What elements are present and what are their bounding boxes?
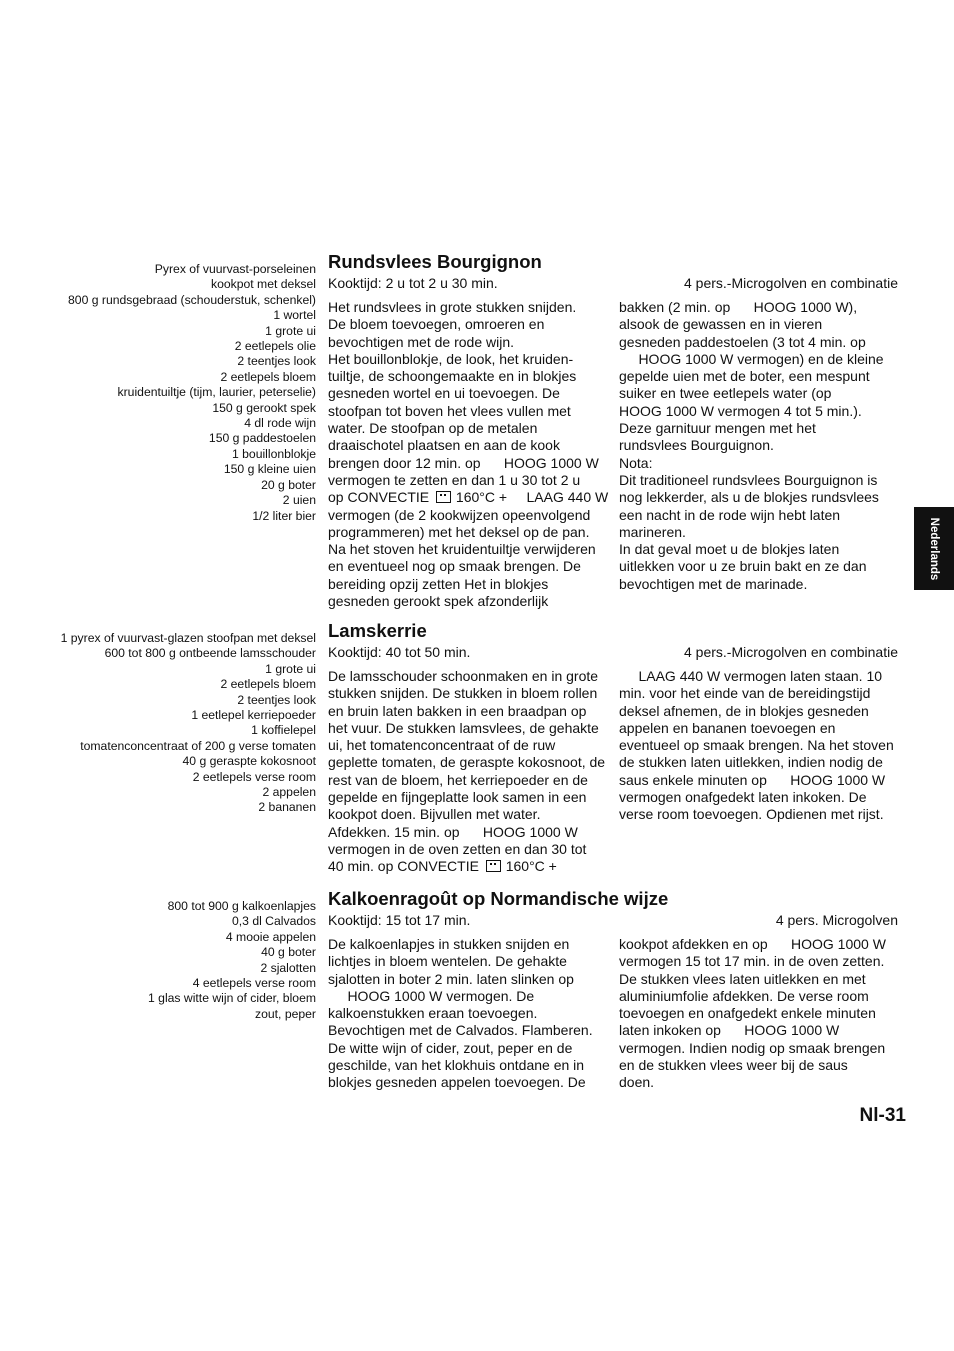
instruction-line: kalkoenstukken eraan toevoegen. xyxy=(328,1005,538,1022)
ingredient-line: 4 eetlepels verse room xyxy=(192,976,316,991)
ingredient-line: 2 teentjes look xyxy=(237,354,316,369)
instructions-column-2 xyxy=(619,936,899,1092)
ingredient-line: 1 bouillonblokje xyxy=(231,446,316,461)
servings: 4 pers.-Microgolven en combinatie xyxy=(684,644,898,660)
instruction-line: rest van de bloem, het kerriepoeder en de xyxy=(328,771,588,788)
cooking-time: Kooktijd: 2 u tot 2 u 30 min. xyxy=(328,275,498,291)
ingredient-line: 1 grote ui xyxy=(265,323,316,338)
instruction-line: De bloem toevoegen, omroeren en xyxy=(328,316,545,333)
ingredient-line: 2 teentjes look xyxy=(237,692,316,707)
instruction-line: uitlekken voor u ze bruin bakt en ze dan xyxy=(619,558,867,575)
ingredient-line: 800 tot 900 g kalkoenlapjes xyxy=(167,899,316,913)
instruction-line: Afdekken. 15 min. op HOOG 1000 W xyxy=(328,823,578,840)
instruction-line: In dat geval moet u de blokjes laten xyxy=(619,541,840,558)
ingredient-line: 150 g gerookt spek xyxy=(212,400,316,415)
instruction-line: HOOG 1000 W vermogen) en de kleine xyxy=(619,350,884,367)
instruction-line: Het bouillonblokje, de look, het kruiden- xyxy=(328,350,574,367)
recipe-title: Kalkoenragoût op Normandische wijze xyxy=(328,888,669,909)
recipe-title: Rundsvlees Bourgignon xyxy=(328,251,542,272)
ingredients-kalkoenragout xyxy=(148,899,316,1022)
instruction-line: kookpot doen. Bijvullen met water. xyxy=(328,806,541,823)
instructions-column-1 xyxy=(328,668,608,876)
instruction-line: LAAG 440 W vermogen laten staan. 10 xyxy=(619,668,883,684)
ingredient-line: 150 g paddestoelen xyxy=(208,431,316,446)
ingredient-line: 600 tot 800 g ontbeende lamsschouder xyxy=(104,646,316,661)
instruction-line: verse room toevoegen. Opdienen met rijst. xyxy=(619,806,884,823)
instructions-column-1 xyxy=(328,936,608,1092)
instruction-line: min. voor het einde van de bereidingstijd xyxy=(619,685,871,702)
instruction-line: deksel afnemen, de in blokjes gesneden xyxy=(619,702,869,719)
instruction-line: stoofpan tot boven het vlees vullen met xyxy=(328,402,571,419)
instruction-line: het vuur. De stukken lamsvlees, de gehakte xyxy=(328,719,599,736)
instruction-line: De lamsschouder schoonmaken en in grote xyxy=(328,668,599,684)
instruction-line: De stukken vlees laten uitlekken en met xyxy=(619,970,866,987)
ingredients-lamskerrie xyxy=(61,631,316,816)
instruction-line: Bevochtigen met de Calvados. Flamberen. xyxy=(328,1022,593,1039)
recipe-title: Lamskerrie xyxy=(328,620,427,641)
instruction-line: bereiding opzij zetten Het in blokjes xyxy=(328,575,549,592)
recipe-lamskerrie xyxy=(328,620,898,875)
ingredient-line: 1 koffielepel xyxy=(251,723,316,738)
instruction-line: bakken (2 min. op HOOG 1000 W), xyxy=(619,299,858,315)
ingredient-line: zout, peper xyxy=(255,1006,316,1021)
instruction-line: op CONVECTIE 160°C + LAAG 440 W xyxy=(328,489,609,506)
convection-icon xyxy=(436,491,451,503)
ingredient-line: 4 mooie appelen xyxy=(225,929,316,944)
instruction-line: gepelde uien met de boter, een mespunt xyxy=(619,368,870,385)
instruction-line: eventueel op smaak brengen. Na het stoven xyxy=(619,737,894,754)
ingredient-line: 150 g kleine uien xyxy=(223,462,316,477)
ingredient-line: 20 g boter xyxy=(261,477,316,492)
servings: 4 pers. Microgolven xyxy=(775,912,898,928)
servings: 4 pers.-Microgolven en combinatie xyxy=(684,275,898,291)
instruction-line: gepelde en fijngeplatte look samen in een xyxy=(328,789,587,806)
instruction-line: saus enkele minuten op HOOG 1000 W xyxy=(619,771,886,788)
ingredient-line: 40 g boter xyxy=(261,945,316,960)
convection-icon xyxy=(486,860,501,872)
instruction-line: gesneden wortel en ui toevoegen. De xyxy=(328,385,560,402)
cooking-time: Kooktijd: 15 tot 17 min. xyxy=(328,912,471,928)
recipe-meta xyxy=(328,642,898,662)
ingredient-line: 2 uien xyxy=(282,493,316,508)
instruction-line: vermogen te zetten en dan 1 u 30 tot 2 u xyxy=(328,471,581,488)
instruction-line: nog lekkerder, als u de blokjes rundsvlees xyxy=(619,489,879,506)
ingredient-line: 2 eetlepels olie xyxy=(234,339,316,354)
instruction-line: sjalotten in boter 2 min. laten slinken op xyxy=(328,970,574,987)
instruction-line: stukken snijden. De stukken in bloem rollen xyxy=(328,685,598,702)
instruction-line: en eventueel nog op smaak brengen. De xyxy=(328,558,581,575)
instruction-line: vermogen 15 tot 17 min. in de oven zetten. xyxy=(619,953,885,970)
instruction-line: marineren. xyxy=(619,523,686,540)
instruction-line: toevoegen en onafgedekt enkele minuten xyxy=(619,1005,876,1022)
instruction-line: doen. xyxy=(619,1074,655,1091)
instruction-line: HOOG 1000 W vermogen 4 tot 5 min.). xyxy=(619,402,862,419)
instruction-line: vermogen onafgedekt laten inkoken. De xyxy=(619,789,867,806)
ingredient-line: 2 sjalotten xyxy=(260,960,316,975)
instructions-column-2 xyxy=(619,299,899,593)
instruction-line: aluminiumfolie afdekken. De verse room xyxy=(619,987,869,1004)
instruction-line: Deze garnituur mengen met het xyxy=(619,420,816,437)
ingredient-line: 1 grote ui xyxy=(265,661,316,676)
recipe-kalkoenragout xyxy=(328,888,898,1091)
instruction-line: blokjes gesneden appelen toevoegen. De xyxy=(328,1074,586,1091)
instruction-line: bevochtigen met de marinade. xyxy=(619,575,808,592)
instruction-line: Het rundsvlees in grote stukken snijden. xyxy=(328,299,577,315)
instruction-line: vermogen (de 2 kookwijzen opeenvolgend xyxy=(328,506,591,523)
instruction-line: ui, het tomatenconcentraat of de ruw xyxy=(328,737,556,754)
language-tab-label: Nederlands xyxy=(928,517,940,580)
instruction-line: tuiltje, de schoongemaakte en in blokjes xyxy=(328,368,577,385)
ingredient-line: 2 eetlepels verse room xyxy=(192,769,316,784)
ingredient-line: 2 bananen xyxy=(258,800,316,815)
instruction-line: een nacht in de rode wijn hebt laten xyxy=(619,506,841,523)
ingredient-line: 1/2 liter bier xyxy=(252,508,316,523)
instruction-line: geplette tomaten, de geraspte kokosnoot, de xyxy=(328,754,606,771)
instruction-line: water. De stoofpan op de metalen xyxy=(328,420,538,437)
instruction-line: 40 min. op CONVECTIE 160°C + xyxy=(328,858,557,875)
ingredient-line: 0,3 dl Calvados xyxy=(231,914,316,929)
ingredient-line: 2 appelen xyxy=(262,785,316,800)
instruction-line: vermogen. Indien nodig op smaak brengen xyxy=(619,1039,886,1056)
instruction-line: gesneden paddestoelen (3 tot 4 min. op xyxy=(619,333,866,350)
ingredient-line: Pyrex of vuurvast-porseleinen xyxy=(154,262,316,276)
recipe-meta xyxy=(328,910,898,930)
cooking-time: Kooktijd: 40 tot 50 min. xyxy=(328,644,471,660)
instructions-column-2 xyxy=(619,668,899,824)
ingredient-line: 1 wortel xyxy=(273,308,316,323)
ingredient-line: kookpot met deksel xyxy=(210,277,316,292)
page-number: Nl-31 xyxy=(859,1105,906,1126)
instruction-line: bevochtigen met de rode wijn. xyxy=(328,333,514,350)
instruction-line: kookpot afdekken en op HOOG 1000 W xyxy=(619,936,886,952)
instruction-line: en bruin laten bakken in een braadpan op xyxy=(328,702,587,719)
ingredient-line: 1 eetlepel kerriepoeder xyxy=(191,708,316,723)
instruction-line: suiker en twee eetlepels water (op xyxy=(619,385,832,402)
instruction-line: HOOG 1000 W vermogen. De xyxy=(328,987,535,1004)
ingredient-line: 1 glas witte wijn of cider, bloem xyxy=(148,991,316,1006)
instruction-line: Na het stoven het kruidentuiltje verwijderen xyxy=(328,541,596,558)
instruction-line: alsook de gewassen en in vieren xyxy=(619,316,823,333)
instruction-line: lichtjes in bloem wentelen. De gehakte xyxy=(328,953,567,970)
instruction-line: gesneden gerookt spek afzonderlijk xyxy=(328,593,549,610)
ingredients-bourgignon xyxy=(68,262,316,524)
instruction-line: en de stukken vlees weer bij de saus xyxy=(619,1057,848,1074)
ingredient-line: 1 pyrex of vuurvast-glazen stoofpan met deksel xyxy=(60,631,316,645)
instruction-line: laten inkoken op HOOG 1000 W xyxy=(619,1022,840,1039)
ingredient-line: 800 g rundsgebraad (schouderstuk, schenkel) xyxy=(68,292,316,307)
instruction-line: De kalkoenlapjes in stukken snijden en xyxy=(328,936,570,952)
instruction-line: brengen door 12 min. op HOOG 1000 W xyxy=(328,454,599,471)
instruction-line: Nota: xyxy=(619,454,653,471)
ingredient-line: 2 eetlepels bloem xyxy=(220,677,316,692)
instruction-line: draaischotel plaatsen en aan de kook xyxy=(328,437,560,454)
ingredient-line: 2 eetlepels bloem xyxy=(220,369,316,384)
instruction-line: appelen en bananen toevoegen en xyxy=(619,719,836,736)
instructions-column-1 xyxy=(328,299,608,610)
ingredient-line: 40 g geraspte kokosnoot xyxy=(182,754,316,769)
instruction-line: Dit traditioneel rundsvlees Bourguignon is xyxy=(619,471,878,488)
instruction-line: vermogen in de oven zetten en dan 30 tot xyxy=(328,840,587,857)
ingredient-line: tomatenconcentraat of 200 g verse tomaten xyxy=(80,738,316,753)
recipe-meta xyxy=(328,273,898,293)
instruction-line: rundsvlees Bourguignon. xyxy=(619,437,774,454)
ingredient-line: 4 dl rode wijn xyxy=(244,416,316,431)
ingredient-line: kruidentuiltje (tijm, laurier, peterselie) xyxy=(117,385,316,400)
instruction-line: de stukken laten uitlekken, indien nodig de xyxy=(619,754,883,771)
instruction-line: geschilde, van het klokhuis ontdane en in xyxy=(328,1057,585,1074)
recipe-bourgignon xyxy=(328,251,898,610)
language-tab xyxy=(914,507,954,590)
instruction-line: programmeren) met het deksel op de pan. xyxy=(328,523,590,540)
instruction-line: De witte wijn of cider, zout, peper en de xyxy=(328,1039,573,1056)
